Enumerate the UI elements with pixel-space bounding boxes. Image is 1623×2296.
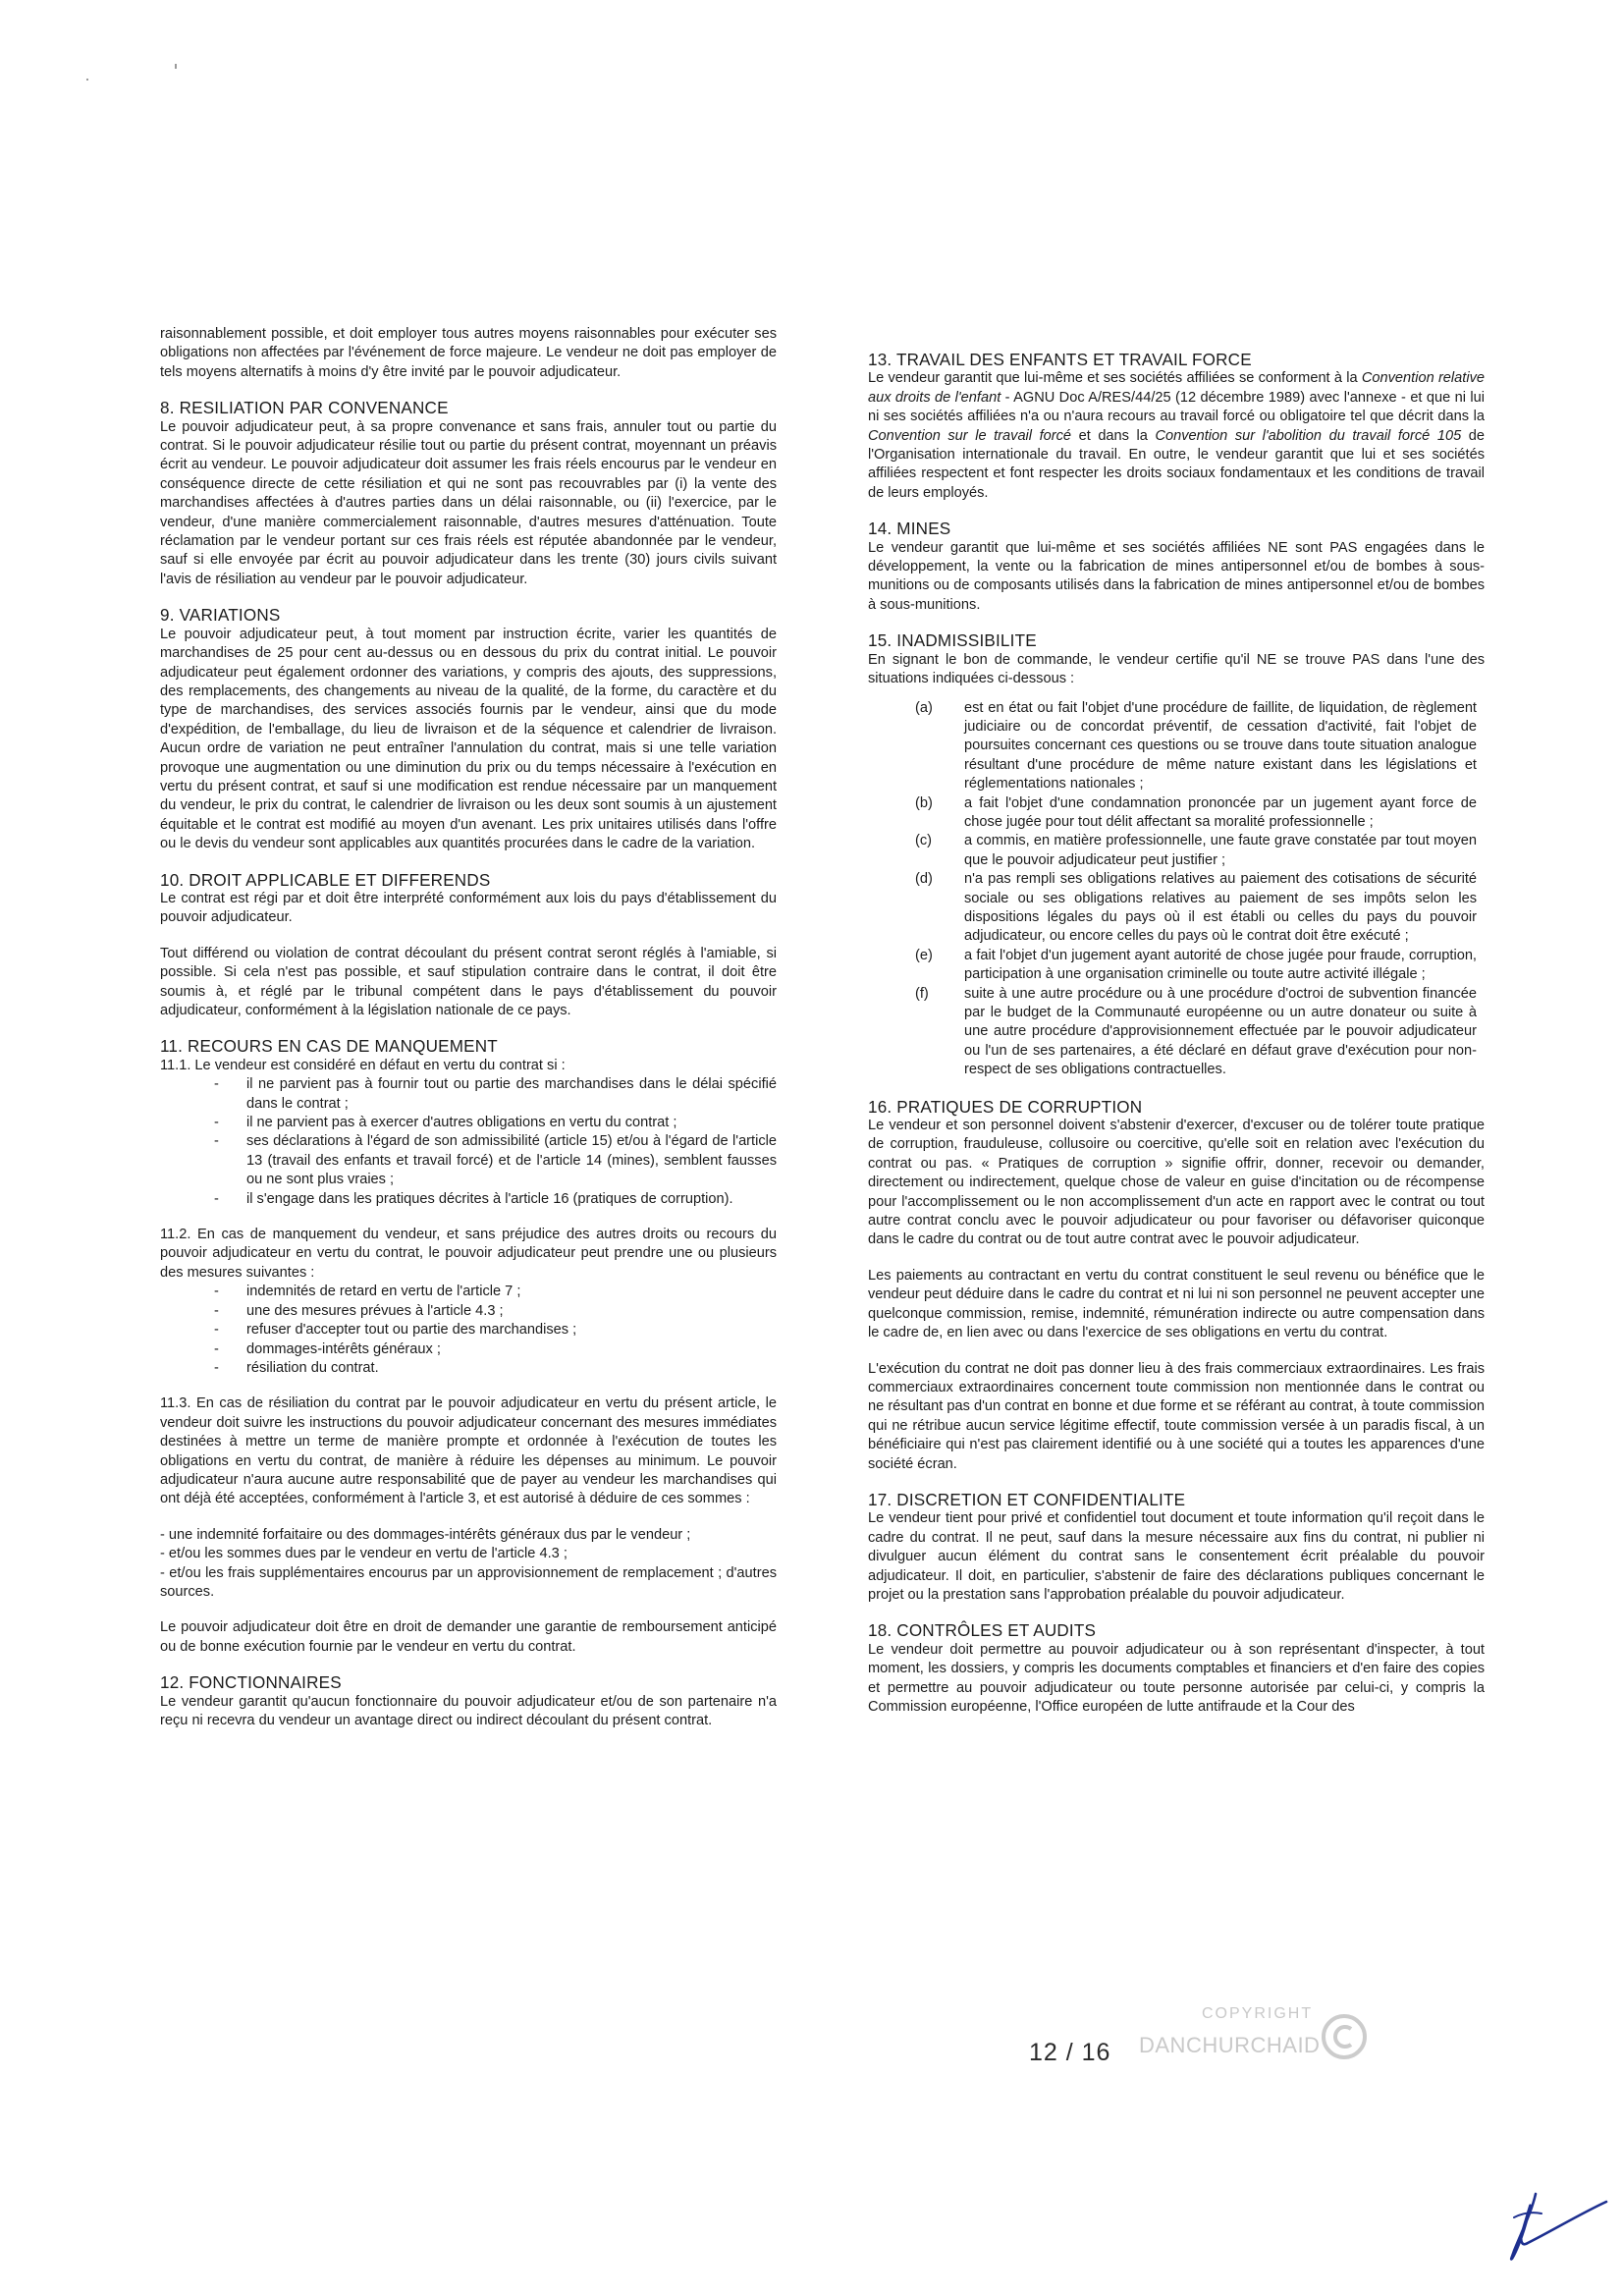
section-18-title: 18. CONTRÔLES ET AUDITS: [868, 1621, 1097, 1641]
section-11-3-text: 11.3. En cas de résiliation du contrat par le pouvoir adjudicateur en vertu du présent article, le vendeur doit suivre les instructions du pouvoir adjudicateur concernant des mesures immédiates destinées à mettre un terme de manière prompte et ordonnée à l'exécution de toutes les obligations en vertu du contrat, de manière à réduire les dépenses au minimum. Le pouvoir adjudicateur n'aura aucune autre responsabilité que de payer au vendeur les marchandises qui ont déjà été acceptées, conformément à l'article 3, et est autorisé à déduire de ces sommes :: [160, 1395, 777, 1507]
convention-forced-labour: Convention sur le travail forcé: [868, 427, 1072, 444]
item-marker: (a): [915, 699, 933, 716]
section-10-paragraph-1: Le contrat est régi par et doit être interprété conformément aux lois du pays d'établissement du pouvoir adjudicateur.: [160, 890, 777, 926]
item-text: est en état ou fait l'objet d'une procédure de faillite, de liquidation, de règlement judiciaire ou de concordat préventif, de cessation d'activité, fait l'objet de poursuites concernant ces questions ou se trouve dans toute situation analogue résultant d'une procédure de même nature existant dans les législations et réglementations nationales ;: [964, 699, 1477, 793]
section-17-text: Le vendeur tient pour privé et confidentiel tout document et toute information qu'il reçoit dans le cadre du contrat. Il ne peut, sauf dans la mesure nécessaire aux fins du contrat, ni publier ni divulguer aucun élément du contrat sans le consentement écrit préalable du pouvoir adjudicateur. Il doit, en particulier, s'abstenir de faire des déclarations publiques concernant le projet ou la prestation sans l'approbation préalable du pouvoir adjudicateur.: [868, 1510, 1485, 1603]
list-item: [868, 699, 1485, 794]
convention-abolition-forced-labour: Convention sur l'abolition du travail forcé 105: [1155, 427, 1462, 444]
list-item: - une indemnité forfaitaire ou des dommages-intérêts généraux dus par le vendeur ;: [160, 1526, 691, 1543]
section-16-paragraph-3: L'exécution du contrat ne doit pas donner lieu à des frais commerciaux extraordinaires. Les frais commerciaux extraordinaires concernent toute commission non mentionnée dans le contrat ou ne résultant pas d'un contrat en bonne et due forme et se référant au contrat, à toute commission qui ne rétribue aucun service légitime effectif, toute commission versée à un paradis fiscal, à un bénéficiaire qui n'est pas clairement identifié ou à une société qui a toutes les apparences d'une société écran.: [868, 1360, 1485, 1472]
list-item: [868, 832, 1485, 870]
section-10-paragraph-2: Tout différend ou violation de contrat découlant du présent contrat seront réglés à l'amiable, si possible. Si cela n'est pas possible, et sauf stipulation contraire dans le contrat, il doit être soumis à, et réglé par le tribunal compétent dans le pays d'établissement du pouvoir adjudicateur, conformément à la législation nationale de ce pays.: [160, 945, 777, 1018]
convention-child-rights: Convention relative aux droits de l'enfant: [868, 370, 1485, 406]
item-text: n'a pas rempli ses obligations relatives au paiement des cotisations de sécurité sociale ou ses obligations relatives au paiement de ses impôts selon les dispositions légales du pays où il est établi ou celles du pays du pouvoir adjudicateur, ou encore celles du pays où le contrat doit être exécuté ;: [964, 871, 1477, 945]
item-marker: (d): [915, 871, 933, 888]
section-12-title: 12. FONCTIONNAIRES: [160, 1673, 342, 1693]
section-11-2-intro: 11.2. En cas de manquement du vendeur, et sans préjudice des autres droits ou recours du pouvoir adjudicateur en vertu du contrat, le pouvoir adjudicateur peut prendre une ou plusieurs des mesures suivantes :: [160, 1227, 777, 1281]
item-marker: (b): [915, 794, 933, 811]
item-marker: (c): [915, 833, 933, 849]
handwritten-signature: [1492, 2188, 1610, 2267]
left-column: [160, 325, 777, 1747]
section-11-1-list: [160, 1075, 777, 1209]
item-text: a fait l'objet d'une condamnation prononcée par un jugement ayant force de chose jugée pour tout délit affectant sa moralité professionnelle ;: [964, 794, 1477, 830]
list-item: - dommages-intérêts généraux ;: [160, 1340, 777, 1359]
section-13-text-a: Le vendeur garantit que lui-même et ses sociétés affiliées se conforment à la: [868, 370, 1362, 387]
list-item: - et/ou les sommes dues par le vendeur en vertu de l'article 4.3 ;: [160, 1546, 568, 1562]
list-item: [868, 870, 1485, 947]
section-13-title: 13. TRAVAIL DES ENFANTS ET TRAVAIL FORCE: [868, 351, 1252, 369]
section-16-paragraph-2: Les paiements au contractant en vertu du contrat constituent le seul revenu ou bénéfice que le vendeur peut déduire dans le cadre du contrat et ni lui ni son personnel ne peuvent accepter une quelconque commission, remise, indemnité, rémunération indirecte ou autre compensation dans le cadre de, en lien avec ou dans l'exercice de ses obligations en vertu du contrat.: [868, 1267, 1485, 1341]
section-11-1-intro: 11.1. Le vendeur est considéré en défaut en vertu du contrat si :: [160, 1057, 566, 1073]
section-16-paragraph-1: Le vendeur et son personnel doivent s'abstenir d'exercer, d'excuser ou de tolérer toute pratique de corruption, frauduleuse, collusoire ou coercitive, qu'elle soit en relation avec l'exécution du contrat ou pas. « Pratiques de corruption » signifie offrir, donner, recevoir ou demander, directement ou indirectement, quelque chose de valeur en guise d'incitation ou de récompense pour l'accomplissement ou le non accomplissement d'un acte en rapport avec le contrat ou tout autre contrat conclu avec le pouvoir adjudicateur ou pour favoriser ou défavoriser quiconque dans le cadre du contrat ou de tout autre contrat avec le pouvoir adjudicateur.: [868, 1118, 1485, 1248]
page-number: 12 / 16: [1029, 2039, 1111, 2066]
list-item: [868, 794, 1485, 833]
section-14-text: Le vendeur garantit que lui-même et ses sociétés affiliées NE sont PAS engagées dans le développement, la vente ou la fabrication de mines antipersonnel et/ou de bombes à sous-munitions ou de composants utilisés dans la fabrication de mines antipersonnel et/ou de bombes à sous-munitions.: [868, 539, 1485, 613]
list-item: - refuser d'accepter tout ou partie des marchandises ;: [160, 1321, 777, 1339]
list-item: - résiliation du contrat.: [160, 1359, 777, 1378]
section-18-text: Le vendeur doit permettre au pouvoir adjudicateur ou à son représentant d'inspecter, à tout moment, les dossiers, y compris les documents comptables et financiers et d'en faire des copies et permettre au pouvoir adjudicateur ou toute personne autorisée par celui-ci, y compris la Commission européenne, l'Office européen de lutte antifraude et la Cour des: [868, 1641, 1485, 1715]
copyright-stamp: [1131, 2003, 1367, 2072]
list-item: - ses déclarations à l'égard de son admissibilité (article 15) et/ou à l'égard de l'article 13 (travail des enfants et travail forcé) et de l'article 14 (mines), semblent fausses ou ne sont plus vraies ;: [160, 1132, 777, 1189]
section-9-text: Le pouvoir adjudicateur peut, à tout moment par instruction écrite, varier les quantités de marchandises de 25 pour cent au-dessus ou en dessous du prix du contrat initial. Le pouvoir adjudicateur peut également ordonner des variations, y compris des ajouts, des suppressions, des remplacements, des changements au niveau de la qualité, de la forme, du caractère et du type de marchandises, des services associés fournis par le vendeur, ainsi que du mode d'expédition, de l'emballage, du lieu de livraison et de la séquence et calendrier de livraison. Aucun ordre de variation ne peut entraîner l'annulation du contrat, mais si une telle variation provoque une augmentation ou une diminution du prix ou du temps nécessaire à l'exécution en vertu du présent contrat, et sauf si une modification est rendue nécessaire par un manquement du vendeur, le prix du contrat, le calendrier de livraison ou les deux sont soumis à un ajustement équitable et le contrat est modifié au moyen d'un avenant. Les prix unitaires utilisés dans l'offre ou le devis du vendeur sont applicables aux quantités procurées dans le cadre de la variation.: [160, 626, 777, 852]
section-11-guarantee-text: Le pouvoir adjudicateur doit être en droit de demander une garantie de remboursement anticipé ou de bonne exécution fournie par le vendeur en vertu du contrat.: [160, 1619, 777, 1655]
list-item: [868, 947, 1485, 985]
section-15-list: [868, 699, 1485, 1080]
section-11-2-list: [160, 1283, 777, 1378]
section-12-text: Le vendeur garantit qu'aucun fonctionnaire du pouvoir adjudicateur et/ou de son partenaire n'a reçu ni recevra du vendeur un avantage direct ou indirect découlant du présent contrat.: [160, 1693, 777, 1728]
list-item: - il s'engage dans les pratiques décrites à l'article 16 (pratiques de corruption).: [160, 1190, 777, 1209]
section-13-text: [868, 369, 1485, 503]
list-item: - il ne parvient pas à exercer d'autres obligations en vertu du contrat ;: [160, 1114, 777, 1132]
section-15-title: 15. INADMISSIBILITE: [868, 631, 1037, 651]
section-11-3-list: [160, 1526, 777, 1603]
stamp-line-2: DANCHURCHAID: [1139, 2033, 1321, 2057]
section-17-title: 17. DISCRETION ET CONFIDENTIALITE: [868, 1490, 1186, 1509]
item-text: suite à une autre procédure ou à une procédure d'octroi de subvention financée par le budget de la Communauté européenne ou un autre donateur ou suite à une autre procédure d'approvisionnement effectuée par le pouvoir adjudicateur ou l'un de ses partenaires, a été déclaré en défaut grave d'exécution pour non-respect de ses obligations contractuelles.: [964, 985, 1477, 1078]
list-item: - indemnités de retard en vertu de l'article 7 ;: [160, 1283, 777, 1301]
intro-paragraph: raisonnablement possible, et doit employer tous autres moyens raisonnables pour exécuter ses obligations non affectées par l'événement de force majeure. Le vendeur ne doit pas employer de tels moyens alternatifs à moins d'y être invité par le pouvoir adjudicateur.: [160, 326, 777, 380]
list-item: - il ne parvient pas à fournir tout ou partie des marchandises dans le délai spécifié dans le contrat ;: [160, 1075, 777, 1114]
stamp-line-1: COPYRIGHT: [1202, 2005, 1314, 2022]
scan-speck: [86, 79, 88, 81]
item-marker: (e): [915, 947, 933, 963]
section-11-title: 11. RECOURS EN CAS DE MANQUEMENT: [160, 1037, 498, 1057]
list-item: [868, 985, 1485, 1080]
section-10-title: 10. DROIT APPLICABLE ET DIFFERENDS: [160, 870, 491, 890]
item-text: a fait l'objet d'un jugement ayant autorité de chose jugée pour fraude, corruption, participation à une organisation criminelle ou toute autre activité illégale ;: [964, 947, 1477, 983]
list-item: - et/ou les frais supplémentaires encourus par un approvisionnement de remplacement ; d'autres sources.: [160, 1564, 777, 1600]
section-8-title: 8. RESILIATION PAR CONVENANCE: [160, 399, 449, 418]
copyright-icon: [1320, 2011, 1369, 2062]
section-8-text: Le pouvoir adjudicateur peut, à sa propre convenance et sans frais, annuler tout ou partie du contrat. Si le pouvoir adjudicateur résilie tout ou partie du présent contrat, moyennant un préavis écrit au vendeur. Le pouvoir adjudicateur doit assumer les frais réels encourus par le vendeur en conséquence directe de cette résiliation et qui ne sont pas recouvrables par (i) la vente des marchandises affectées à d'autres parties dans un délai raisonnable, ou (ii) l'exercice, par le vendeur, d'une manière commercialement raisonnable, d'autres mesures d'atténuation. Toute réclamation par le vendeur portant sur ces frais réels est réputée abandonnée par le vendeur, sauf si elle envoyée par écrit au pouvoir adjudicateur dans les trente (30) jours civils suivant l'avis de résiliation au vendeur par le pouvoir adjudicateur.: [160, 418, 777, 587]
item-text: a commis, en matière professionnelle, une faute grave constatée par tout moyen que le pouvoir adjudicateur peut justifier ;: [964, 833, 1477, 868]
scan-speck: [175, 64, 177, 69]
item-marker: (f): [915, 985, 929, 1002]
section-13-text-c: et dans la: [1071, 427, 1156, 444]
section-13-text-b: - AGNU Doc A/RES/44/25 (12 décembre 1989) avec l'annexe - et que ni lui ni ses sociétés affiliées n'a ou n'aura recours au travail forcé ou obligatoire tel que décrit dans la: [868, 389, 1486, 425]
right-column: [868, 351, 1485, 1733]
section-15-intro: En signant le bon de commande, le vendeur certifie qu'il NE se trouve PAS dans l'une des situations indiquées ci-dessous :: [868, 651, 1485, 687]
section-9-title: 9. VARIATIONS: [160, 606, 281, 626]
section-14-title: 14. MINES: [868, 519, 951, 539]
section-13-text-d: de l'Organisation internationale du travail. En outre, le vendeur garantit que lui et ses sociétés affiliées respectent et font respecter les droits sociaux fondamentaux et les conditions de travail de leurs employés.: [868, 427, 1485, 501]
list-item: - une des mesures prévues à l'article 4.3 ;: [160, 1302, 777, 1321]
section-16-title: 16. PRATIQUES DE CORRUPTION: [868, 1097, 1143, 1117]
